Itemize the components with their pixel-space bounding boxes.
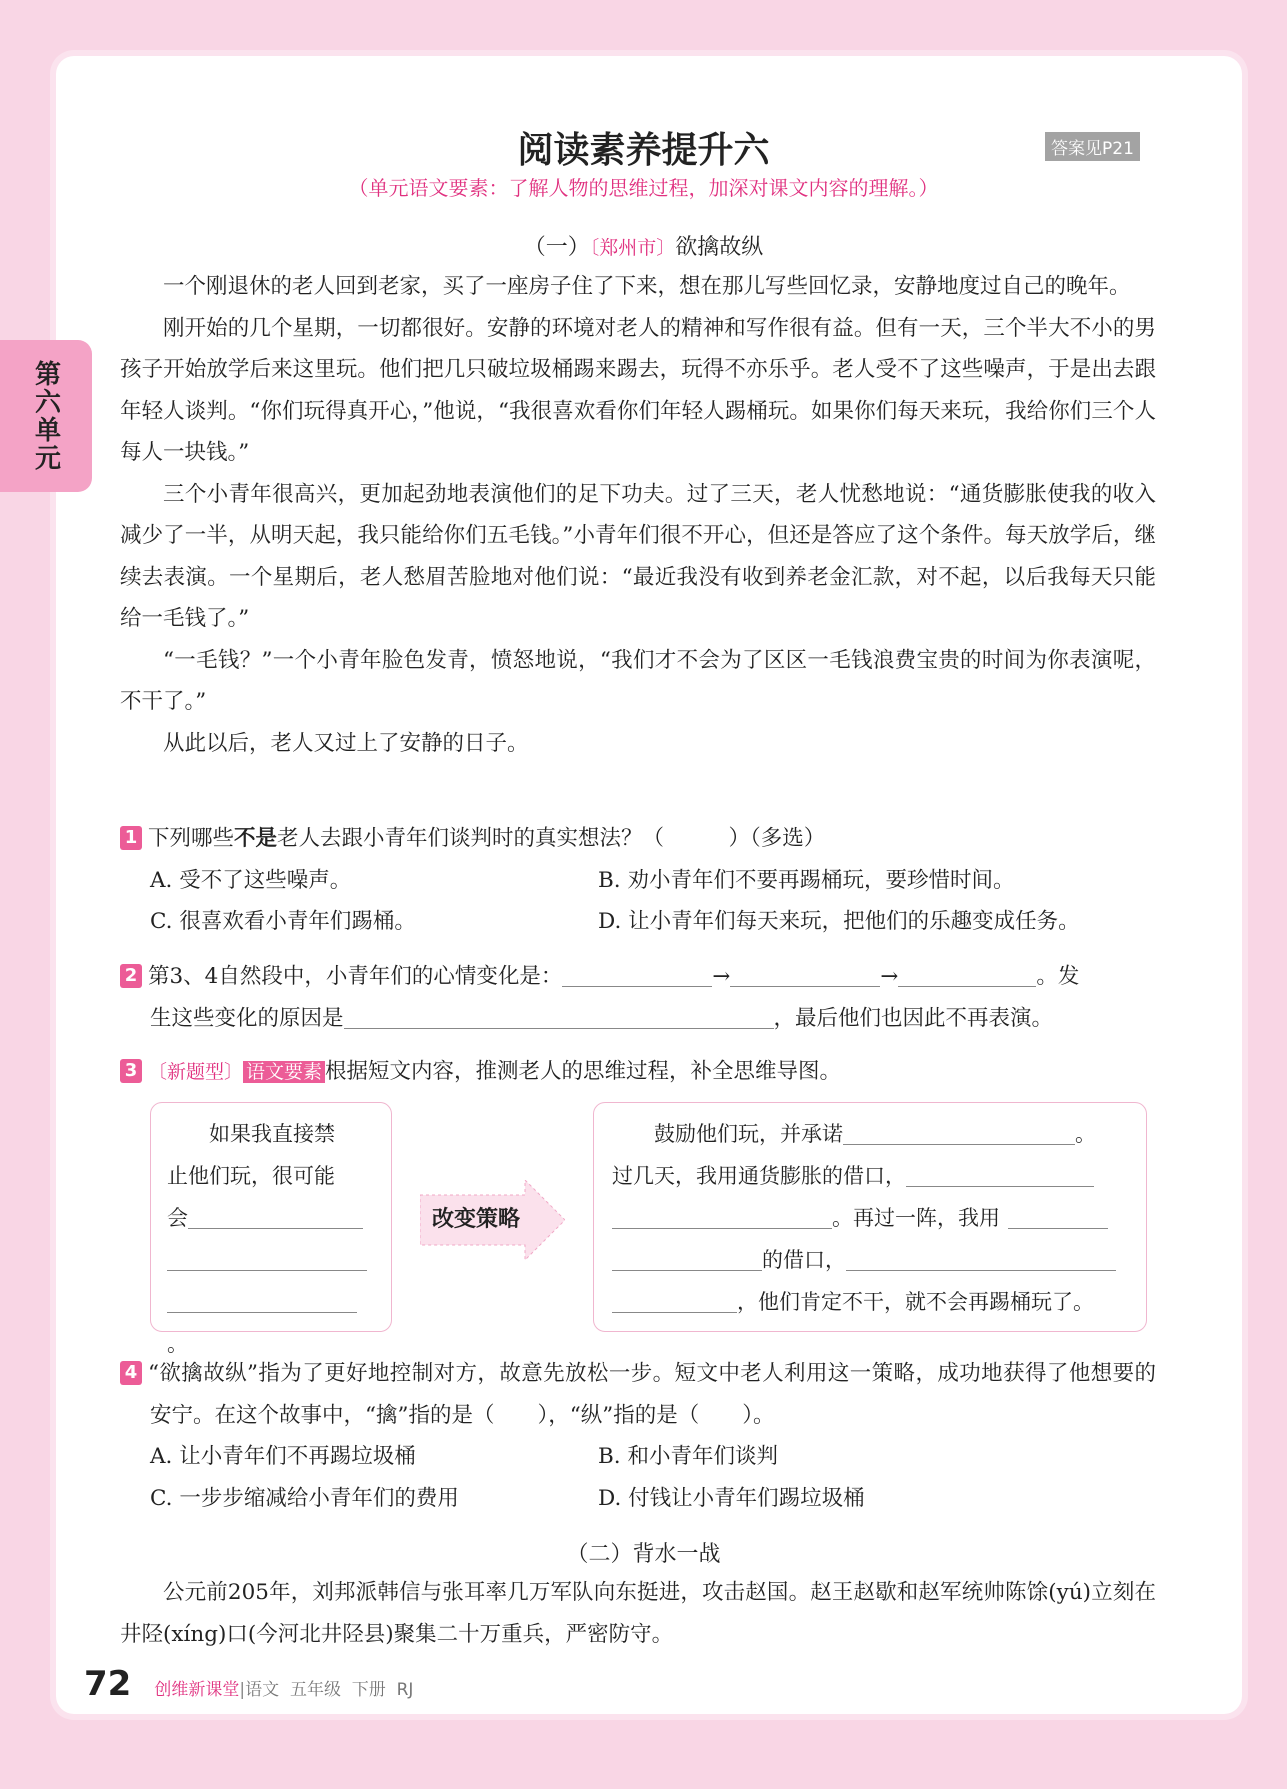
answer-blank[interactable]: [344, 1005, 774, 1029]
option-d[interactable]: D. 让小青年们每天来玩，把他们的乐趣变成任务。: [598, 909, 1080, 934]
unit-element-note: （单元语文要素：了解人物的思维过程，加深对课文内容的理解。）: [348, 176, 939, 200]
section-2-heading: （二）背水一战: [566, 1542, 721, 1567]
box-text: 。再过一阵，我用: [832, 1206, 1000, 1230]
section-title: 欲擒故纵: [675, 235, 764, 260]
answer-blank[interactable]: [562, 963, 712, 987]
answer-blank[interactable]: [167, 1290, 357, 1313]
box-text: 。: [167, 1332, 188, 1356]
separator: |: [239, 1680, 246, 1700]
answer-blank[interactable]: [612, 1206, 832, 1229]
paragraph: 公元前205年，刘邦派韩信与张耳率几万军队向东挺进，攻击赵国。赵王赵歇和赵军统帅陈馀(yú)立刻在井陉(xíng)口(今河北井陉县)聚集二十万重兵，严密防守。: [120, 1580, 1156, 1647]
paragraph: 刚开始的几个星期，一切都很好。安静的环境对老人的精神和写作很有益。但有一天，三个半大不小的男孩子开始放学后来这里玩。他们把几只破垃圾桶踢来踢去，玩得不亦乐乎。老人受不了这些噪声，于是出去跟年轻人谈判。“你们玩得真开心，”他说，“我很喜欢看你们年轻人踢桶玩。如果你们每天来玩，我给你们三个人每人一块钱。”: [120, 315, 1156, 465]
answer-blank[interactable]: [612, 1248, 762, 1271]
emphasis: 不是: [234, 826, 278, 851]
paragraph: 一个刚退休的老人回到老家，买了一座房子住了下来，想在那儿写些回忆录，安静地度过自己的晚年。: [163, 274, 1131, 299]
section-number: （一）: [523, 235, 590, 260]
box-text: 的借口，: [762, 1248, 846, 1272]
option-a[interactable]: A. 让小青年们不再踢垃圾桶: [150, 1444, 416, 1469]
paragraph: “一毛钱？”一个小青年脸色发青，愤怒地说，“我们才不会为了区区一毛钱浪费宝贵的时间为你表演呢，不干了。”: [120, 647, 1156, 714]
box-text: 鼓励他们玩，并承诺: [654, 1122, 843, 1146]
passage-2: [120, 1572, 1156, 1655]
question-text: 。发: [1036, 964, 1080, 989]
question-text: ，最后他们也因此不再表演。: [773, 1005, 1054, 1031]
answer-blank[interactable]: [612, 1290, 737, 1313]
box-text: 会: [167, 1206, 188, 1230]
book-info: 语文 五年级 下册 RJ: [245, 1680, 414, 1700]
box-text: 。: [1075, 1122, 1096, 1146]
option-b[interactable]: B. 和小青年们谈判: [598, 1444, 778, 1469]
question-text: 老人去跟小青年们谈判时的真实想法？（ ）（多选）: [277, 826, 826, 851]
question-text: 根据短文内容，推测老人的思维过程，补全思维导图。: [325, 1059, 842, 1084]
arrow-label: 改变策略: [432, 1207, 521, 1232]
answer-blank[interactable]: [906, 1164, 1094, 1187]
question-1: [120, 818, 1160, 943]
answer-blank[interactable]: [843, 1122, 1075, 1145]
question-text: 下列哪些: [148, 826, 235, 851]
answer-blank[interactable]: [898, 963, 1036, 987]
brand-name: 创维新课堂: [154, 1680, 240, 1700]
language-element-badge: 语文要素: [243, 1061, 325, 1083]
paragraph: 从此以后，老人又过上了安静的日子。: [163, 730, 529, 756]
unit-label: 第六单元: [30, 360, 61, 472]
option-c[interactable]: C. 一步步缩减给小青年们的费用: [150, 1485, 459, 1511]
option-c[interactable]: C. 很喜欢看小青年们踢桶。: [150, 909, 416, 934]
question-3: [120, 1051, 1160, 1094]
mindmap-right-box: [593, 1102, 1147, 1332]
page-title: 阅读素养提升六: [517, 130, 770, 171]
answer-blank[interactable]: [730, 963, 880, 987]
option-b[interactable]: B. 劝小青年们不要再踢桶玩，要珍惜时间。: [598, 867, 1015, 893]
new-type-tag: 〔新题型〕: [148, 1061, 244, 1083]
question-text: 生这些变化的原因是: [150, 1005, 344, 1031]
option-a[interactable]: A. 受不了这些噪声。: [150, 867, 352, 893]
box-text: ，他们肯定不干，就不会再踢桶玩了。: [737, 1290, 1094, 1314]
question-number: 4: [120, 1361, 142, 1385]
answer-blank[interactable]: [167, 1248, 367, 1271]
answer-blank[interactable]: [188, 1206, 363, 1229]
box-text: 止他们玩，很可能: [167, 1164, 335, 1188]
question-number: 1: [120, 826, 142, 850]
source-tag: 〔郑州市〕: [589, 237, 676, 259]
question-text: 第3、4自然段中，小青年们的心情变化是：: [148, 964, 563, 989]
box-text: 如果我直接禁: [209, 1122, 335, 1146]
answer-blank[interactable]: [846, 1248, 1116, 1271]
paragraph: 三个小青年很高兴，更加起劲地表演他们的足下功夫。过了三天，老人忧愁地说：“通货膨胀使我的收入减少了一半，从明天起，我只能给你们五毛钱。”小青年们很不开心，但还是答应了这个条件。每天放学后，继续去表演。一个星期后，老人愁眉苦脸地对他们说：“最近我没有收到养老金汇款，对不起，以后我每天只能给一毛钱了。”: [120, 481, 1156, 631]
question-2: [120, 956, 1160, 1039]
question-4: [120, 1353, 1160, 1519]
passage-1: [120, 266, 1156, 764]
mindmap-left-box: [150, 1102, 392, 1356]
answer-blank[interactable]: [1008, 1206, 1108, 1229]
question-number: 2: [120, 964, 142, 988]
section-1-heading: [0, 230, 1287, 261]
page-number: 72: [84, 1664, 132, 1704]
unit-side-tab: [0, 340, 92, 492]
question-text: “欲擒故纵”指为了更好地控制对方，故意先放松一步。短文中老人利用这一策略，成功地获得了他想要的安宁。在这个故事中，“擒”指的是（ ），“纵”指的是（ ）。: [148, 1361, 1156, 1428]
page-footer: [84, 1664, 413, 1704]
question-number: 3: [120, 1059, 142, 1083]
arrow: →: [712, 964, 731, 989]
option-d[interactable]: D. 付钱让小青年们踢垃圾桶: [598, 1485, 865, 1511]
answer-reference-badge: 答案见P21: [1045, 132, 1140, 161]
arrow: →: [880, 964, 899, 989]
box-text: 过几天，我用通货膨胀的借口，: [612, 1164, 906, 1188]
